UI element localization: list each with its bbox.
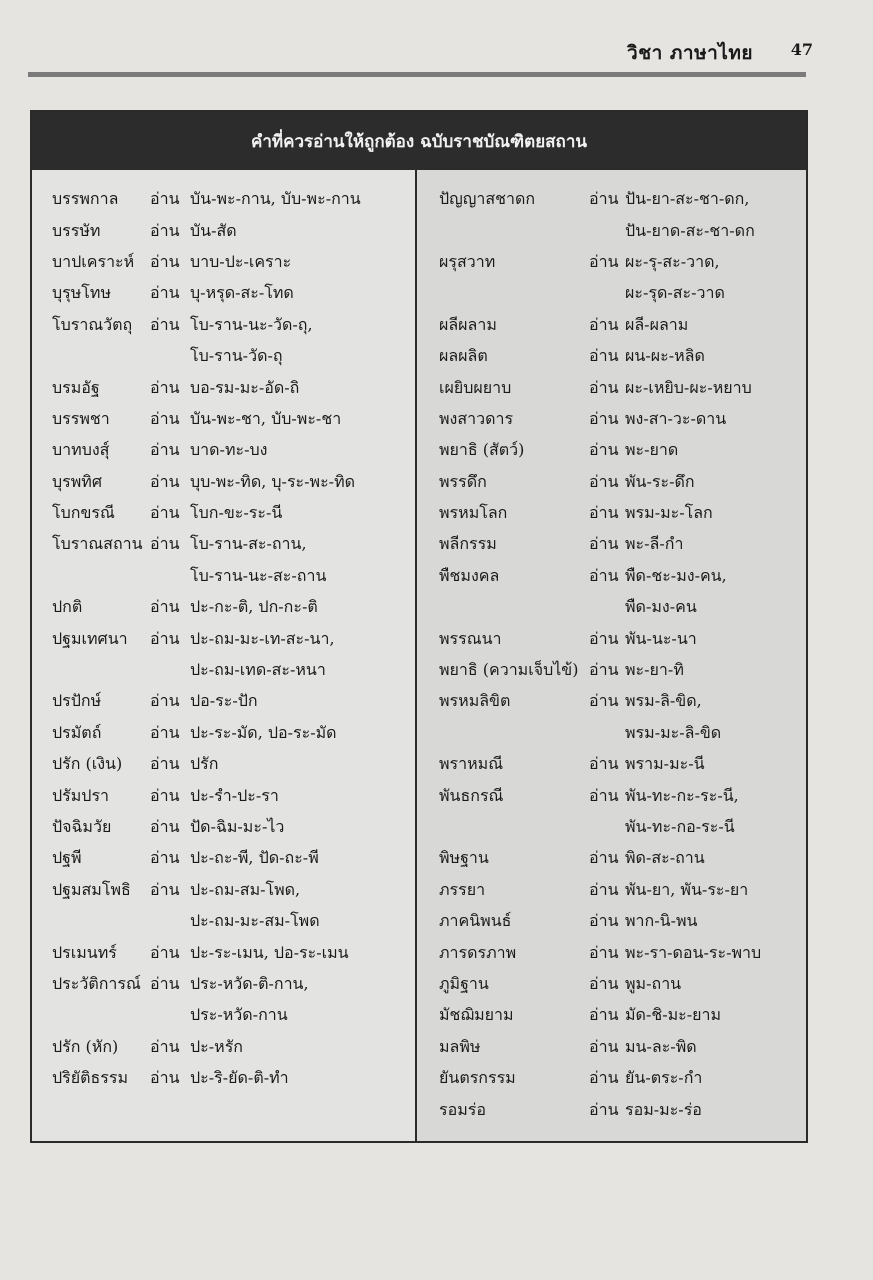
thai-word: บุรพทิศ <box>52 471 102 491</box>
word-row <box>417 435 806 466</box>
thai-word: ปฐมสมโพธิ <box>52 879 131 899</box>
word-row <box>417 341 806 372</box>
pronunciation: โบ-ราน-สะ-ถาน, <box>190 534 307 554</box>
read-label: อ่าน <box>589 189 619 209</box>
read-label: อ่าน <box>589 251 619 271</box>
word-row <box>32 310 415 341</box>
read-label: อ่าน <box>150 440 180 460</box>
thai-word: มลพิษ <box>439 1036 481 1056</box>
pronunciation: บาบ-ปะ-เคราะ <box>190 251 292 271</box>
thai-word: ยันตรกรรม <box>439 1068 516 1088</box>
read-label: อ่าน <box>589 628 619 648</box>
thai-word: พันธกรณี <box>439 785 504 805</box>
pronunciation: บอ-รม-มะ-อัด-ถิ <box>190 377 300 397</box>
read-label: อ่าน <box>589 973 619 993</box>
pronunciation: พิด-สะ-ถาน <box>625 848 705 868</box>
word-row <box>417 498 806 529</box>
word-row <box>32 780 415 811</box>
thai-word: ปรัมปรา <box>52 785 110 805</box>
read-label: อ่าน <box>589 440 619 460</box>
right-column <box>417 170 806 1141</box>
word-row <box>417 1094 806 1125</box>
word-row <box>417 749 806 780</box>
pronunciation: ผน-ผะ-หลิด <box>625 346 705 366</box>
pronunciation: บาด-ทะ-บง <box>190 440 268 460</box>
read-label: อ่าน <box>150 408 180 428</box>
pronunciation: พง-สา-วะ-ดาน <box>625 408 727 428</box>
pronunciation: พะ-ยา-ทิ <box>625 660 684 680</box>
read-label: อ่าน <box>150 283 180 303</box>
read-label: อ่าน <box>589 377 619 397</box>
pronunciation: พาก-นิ-พน <box>625 911 698 931</box>
word-row <box>32 278 415 309</box>
thai-word: ภาคนิพนธ์ <box>439 911 512 931</box>
read-label: อ่าน <box>150 220 180 240</box>
word-row <box>417 278 806 309</box>
word-row <box>32 592 415 623</box>
read-label: อ่าน <box>150 597 180 617</box>
read-label: อ่าน <box>150 691 180 711</box>
read-label: อ่าน <box>150 503 180 523</box>
read-label: อ่าน <box>150 377 180 397</box>
word-row <box>32 623 415 654</box>
word-row <box>417 623 806 654</box>
read-label: อ่าน <box>150 314 180 334</box>
word-row <box>32 435 415 466</box>
word-row <box>32 969 415 1000</box>
thai-word: เผยิบผยาบ <box>439 377 512 397</box>
read-label: อ่าน <box>589 1036 619 1056</box>
pronunciation: ยัน-ตระ-กำ <box>625 1068 703 1088</box>
read-label: อ่าน <box>150 942 180 962</box>
read-label: อ่าน <box>150 189 180 209</box>
pronunciation: พัน-ระ-ดึก <box>625 471 695 491</box>
pronunciation: ผลี-ผลาม <box>625 314 689 334</box>
word-row <box>417 875 806 906</box>
pronunciation: พะ-ยาด <box>625 440 679 460</box>
pronunciation: พะ-รา-ดอน-ระ-พาบ <box>625 942 762 962</box>
header-rule <box>28 72 806 77</box>
thai-word: ปรเมนทร์ <box>52 942 117 962</box>
read-label: อ่าน <box>150 251 180 271</box>
thai-word: พลีกรรม <box>439 534 497 554</box>
read-label: อ่าน <box>150 785 180 805</box>
read-label: อ่าน <box>150 1068 180 1088</box>
thai-word: ปัจฉิมวัย <box>52 817 112 836</box>
read-label: อ่าน <box>589 660 619 680</box>
pronunciation: พืด-มง-คน <box>625 597 697 617</box>
pronunciation: ปัน-ยา-สะ-ชา-ดก, <box>625 189 750 209</box>
read-label: อ่าน <box>589 691 619 711</box>
read-label: อ่าน <box>150 817 180 836</box>
thai-word: บรรพกาล <box>52 189 119 209</box>
word-row <box>417 1032 806 1063</box>
pronunciation-table <box>30 110 808 1143</box>
thai-word: พรหมโลก <box>439 503 508 523</box>
thai-word: บรมอัฐ <box>52 377 100 397</box>
read-label: อ่าน <box>589 408 619 428</box>
word-row <box>32 561 415 592</box>
thai-word: พราหมณี <box>439 754 504 774</box>
thai-word: ปฐมเทศนา <box>52 628 128 648</box>
read-label: อ่าน <box>150 471 180 491</box>
thai-word: พยาธิ (ความเจ็บไข้) <box>439 660 579 680</box>
page-header <box>0 30 873 70</box>
read-label: อ่าน <box>589 534 619 554</box>
thai-word: ปกติ <box>52 597 83 617</box>
thai-word: บรรษัท <box>52 220 101 240</box>
word-row <box>417 686 806 717</box>
thai-word: บรรพชา <box>52 408 110 428</box>
pronunciation: ปะ-ถม-เทด-สะ-หนา <box>190 660 326 680</box>
thai-word: พรหมลิขิต <box>439 691 511 711</box>
pronunciation: โบ-ราน-วัด-ถุ <box>190 346 283 366</box>
read-label: อ่าน <box>589 565 619 585</box>
word-row <box>32 749 415 780</box>
thai-word: บาทบงสุ์ <box>52 440 110 460</box>
thai-word: ปริยัติธรรม <box>52 1068 129 1088</box>
pronunciation: ปะ-ระ-เมน, ปอ-ระ-เมน <box>190 942 349 962</box>
word-row <box>417 906 806 937</box>
word-row <box>32 1063 415 1094</box>
thai-word: มัชฌิมยาม <box>439 1005 514 1025</box>
word-row <box>417 969 806 1000</box>
read-label: อ่าน <box>150 848 180 868</box>
word-row <box>32 215 415 246</box>
thai-word: ภูมิฐาน <box>439 973 489 993</box>
word-row <box>417 247 806 278</box>
word-row <box>32 1000 415 1031</box>
word-row <box>32 686 415 717</box>
pronunciation: ปะ-ถม-สม-โพด, <box>190 879 301 899</box>
pronunciation: ปะ-หรัก <box>190 1036 243 1056</box>
pronunciation: พรม-ลิ-ขิด, <box>625 691 702 711</box>
word-row <box>32 498 415 529</box>
word-row <box>32 372 415 403</box>
word-row <box>32 906 415 937</box>
pronunciation: พัน-ทะ-กะ-ระ-นี, <box>625 785 739 805</box>
word-row <box>32 655 415 686</box>
thai-word: บาปเคราะห์ <box>52 251 135 271</box>
pronunciation: พืด-ชะ-มง-คน, <box>625 565 727 585</box>
word-row <box>32 843 415 874</box>
word-row <box>32 937 415 968</box>
read-label: อ่าน <box>589 346 619 366</box>
thai-word: ปรปักษ์ <box>52 691 102 711</box>
word-row <box>417 404 806 435</box>
pronunciation: โบ-ราน-นะ-สะ-ถาน <box>190 565 327 585</box>
left-column <box>32 170 417 1141</box>
read-label: อ่าน <box>150 1036 180 1056</box>
pronunciation: มน-ละ-พิด <box>625 1036 697 1056</box>
word-row <box>32 341 415 372</box>
pronunciation: โบก-ขะ-ระ-นี <box>190 503 283 523</box>
thai-word: ภารดรภาพ <box>439 942 517 962</box>
word-row <box>32 1032 415 1063</box>
pronunciation: พะ-ลี-กำ <box>625 534 684 554</box>
word-row <box>417 937 806 968</box>
word-row <box>417 812 806 843</box>
word-row <box>417 372 806 403</box>
table-title: คำที่ควรอ่านให้ถูกต้อง ฉบับราชบัณฑิตยสถาน <box>32 112 806 172</box>
pronunciation: พูม-ถาน <box>625 973 682 993</box>
page-number: 47 <box>790 40 813 59</box>
read-label: อ่าน <box>589 503 619 523</box>
word-row <box>417 529 806 560</box>
word-row <box>417 592 806 623</box>
right-word-list <box>417 170 806 1126</box>
thai-word: รอมร่อ <box>439 1099 486 1119</box>
thai-word: ปฐพี <box>52 848 82 868</box>
pronunciation: ผะ-รุ-สะ-วาด, <box>625 251 720 271</box>
thai-word: โบราณวัตถุ <box>52 314 133 334</box>
thai-word: ปรัก (เงิน) <box>52 754 123 774</box>
thai-word: ผลีผลาม <box>439 314 497 334</box>
word-row <box>32 529 415 560</box>
pronunciation: บัน-สัด <box>190 220 237 240</box>
pronunciation: พัน-ยา, พัน-ระ-ยา <box>625 879 749 899</box>
pronunciation: ประ-หวัด-กาน <box>190 1005 288 1025</box>
pronunciation: บุ-หรุด-สะ-โทด <box>190 283 294 303</box>
word-row <box>417 718 806 749</box>
word-row <box>32 718 415 749</box>
read-label: อ่าน <box>589 1099 619 1119</box>
read-label: อ่าน <box>589 754 619 774</box>
thai-word: โบราณสถาน <box>52 534 143 554</box>
read-label: อ่าน <box>589 942 619 962</box>
read-label: อ่าน <box>589 911 619 931</box>
thai-word: ผรุสวาท <box>439 251 496 271</box>
pronunciation: ปะ-ถม-มะ-สม-โพด <box>190 911 320 931</box>
word-row <box>417 1063 806 1094</box>
pronunciation: ปะ-ถะ-พี, ปัด-ถะ-พี <box>190 848 319 868</box>
read-label: อ่าน <box>589 1005 619 1025</box>
pronunciation: ปะ-กะ-ติ, ปก-กะ-ติ <box>190 597 318 617</box>
word-row <box>32 247 415 278</box>
thai-word: ปรมัตถ์ <box>52 722 102 742</box>
thai-word: ผลผลิต <box>439 346 488 366</box>
read-label: อ่าน <box>150 879 180 899</box>
pronunciation: ปัน-ยาด-สะ-ชา-ดก <box>625 220 755 240</box>
read-label: อ่าน <box>589 848 619 868</box>
left-word-list <box>32 170 415 1094</box>
read-label: อ่าน <box>150 973 180 993</box>
pronunciation: ปัด-ฉิม-มะ-ไว <box>190 817 285 836</box>
thai-word: พรรดึก <box>439 471 487 491</box>
word-row <box>417 780 806 811</box>
thai-word: ปรัก (หัก) <box>52 1036 119 1056</box>
read-label: อ่าน <box>589 879 619 899</box>
pronunciation: พัน-นะ-นา <box>625 628 697 648</box>
read-label: อ่าน <box>589 1068 619 1088</box>
pronunciation: ปะ-ระ-มัด, ปอ-ระ-มัด <box>190 722 337 742</box>
pronunciation: พัน-ทะ-กอ-ระ-นี <box>625 817 735 836</box>
thai-word: พงสาวดาร <box>439 408 514 428</box>
pronunciation: มัด-ชิ-มะ-ยาม <box>625 1005 722 1025</box>
thai-word: ประวัติการณ์ <box>52 973 141 993</box>
read-label: อ่าน <box>589 314 619 334</box>
word-row <box>417 843 806 874</box>
word-row <box>32 404 415 435</box>
thai-word: ปัญญาสชาดก <box>439 189 536 209</box>
thai-word: พยาธิ (สัตว์) <box>439 440 525 460</box>
pronunciation: ผะ-รุด-สะ-วาด <box>625 283 725 303</box>
read-label: อ่าน <box>150 754 180 774</box>
word-row <box>417 184 806 215</box>
pronunciation: รอม-มะ-ร่อ <box>625 1099 702 1119</box>
read-label: อ่าน <box>150 534 180 554</box>
word-row <box>32 812 415 843</box>
thai-word: พิษฐาน <box>439 848 489 868</box>
thai-word: พืชมงคล <box>439 565 500 585</box>
read-label: อ่าน <box>150 628 180 648</box>
pronunciation: บัน-พะ-ชา, บับ-พะ-ชา <box>190 408 342 428</box>
pronunciation: พรม-มะ-โลก <box>625 503 713 523</box>
thai-word: บุรุษโทษ <box>52 283 111 303</box>
word-row <box>417 1000 806 1031</box>
pronunciation: บุบ-พะ-ทิด, บุ-ระ-พะ-ทิด <box>190 471 356 491</box>
word-row <box>417 561 806 592</box>
word-row <box>32 467 415 498</box>
thai-word: ภรรยา <box>439 879 486 899</box>
pronunciation: โบ-ราน-นะ-วัด-ถุ, <box>190 314 313 334</box>
word-row <box>32 184 415 215</box>
word-row <box>417 215 806 246</box>
read-label: อ่าน <box>589 471 619 491</box>
pronunciation: พราม-มะ-นี <box>625 754 705 774</box>
pronunciation: ปอ-ระ-ปัก <box>190 691 258 711</box>
pronunciation: ปะ-ริ-ยัด-ติ-ทำ <box>190 1068 289 1088</box>
pronunciation: พรม-มะ-ลิ-ขิด <box>625 722 722 742</box>
read-label: อ่าน <box>150 722 180 742</box>
thai-word: พรรณนา <box>439 628 502 648</box>
pronunciation: ปะ-รำ-ปะ-รา <box>190 785 279 805</box>
pronunciation: ประ-หวัด-ติ-กาน, <box>190 973 309 993</box>
thai-word: โบกขรณี <box>52 503 115 523</box>
word-row <box>417 655 806 686</box>
read-label: อ่าน <box>589 785 619 805</box>
pronunciation: ปรัก <box>190 754 219 774</box>
word-row <box>417 310 806 341</box>
subject-title: วิชา ภาษาไทย <box>627 42 753 64</box>
word-row <box>32 875 415 906</box>
word-row <box>417 467 806 498</box>
pronunciation: ปะ-ถม-มะ-เท-สะ-นา, <box>190 628 335 648</box>
pronunciation: ผะ-เหยิบ-ผะ-หยาบ <box>625 377 752 397</box>
pronunciation: บัน-พะ-กาน, บับ-พะ-กาน <box>190 189 361 209</box>
